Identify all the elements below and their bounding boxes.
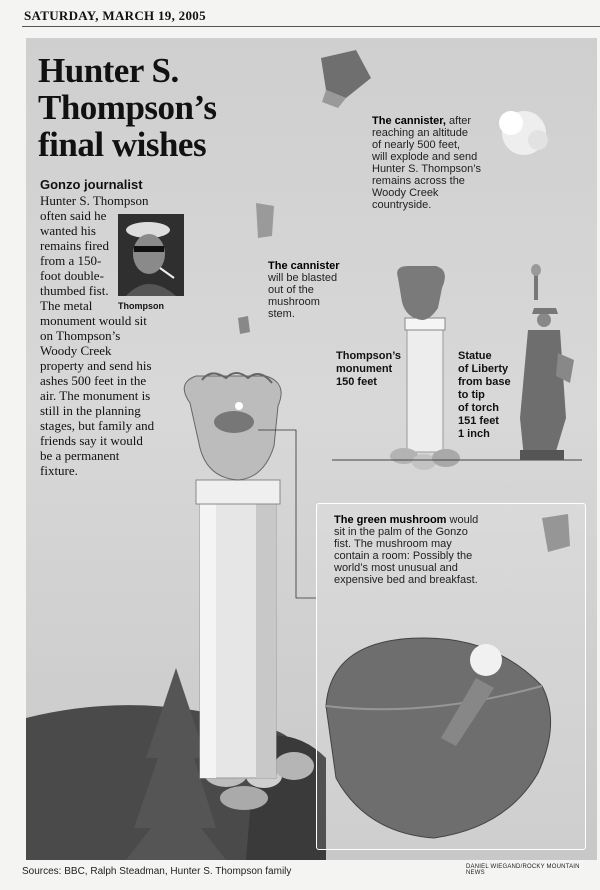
story-line: The metal	[40, 298, 93, 313]
note-lead: The cannister	[268, 260, 340, 272]
story-line: property and send his	[40, 358, 152, 373]
story-line: Woody Creek	[40, 343, 112, 358]
story-line: monument would sit	[40, 313, 147, 328]
note-line: will explode and send	[372, 151, 478, 163]
label-line: 151 feet	[458, 415, 499, 427]
note-lead: The cannister,	[372, 115, 446, 127]
label-line: 150 feet	[336, 376, 377, 388]
story-line: remains fired	[40, 238, 109, 253]
note-line: would	[446, 514, 479, 526]
note-line: will be blasted	[268, 272, 338, 284]
label-line: of Liberty	[458, 363, 509, 375]
label-line: to tip	[458, 389, 485, 401]
story-line: often said he	[40, 208, 107, 223]
label-line: of torch	[458, 402, 499, 414]
monument-column	[196, 480, 280, 778]
note-line: fist. The mushroom may	[334, 538, 452, 550]
note-line: reaching an altitude	[372, 127, 469, 139]
kicker: Gonzo journalist	[40, 177, 143, 192]
note-line: out of the	[268, 284, 314, 296]
label-line: Thompson’s	[336, 350, 401, 362]
story-line: ashes 500 feet in the	[40, 373, 147, 388]
note-line: Woody Creek	[372, 187, 439, 199]
story-line: on Thompson’s	[40, 328, 121, 343]
headline: Hunter S. Thompson’s final wishes	[38, 51, 217, 164]
note-line: contain a room: Possibly the	[334, 550, 473, 562]
portrait-illustration	[118, 214, 184, 296]
small-monument	[397, 266, 445, 452]
story-line: still in the planning	[40, 403, 141, 418]
story-line: stages, but family and	[40, 418, 155, 433]
dateline: SATURDAY, MARCH 19, 2005	[24, 8, 206, 23]
note-cannister-altitude	[372, 115, 497, 211]
label-statue-height	[458, 350, 511, 441]
note-green-mushroom	[334, 514, 514, 586]
story-line: fixture.	[40, 463, 78, 478]
story-line: Hunter S. Thompson	[40, 193, 149, 208]
label-line: from base	[458, 376, 511, 388]
story-line: friends say it would	[40, 433, 143, 448]
story-line: wanted his	[40, 223, 96, 238]
note-line: mushroom	[268, 296, 320, 308]
portrait-photo	[118, 214, 184, 296]
note-line: sit in the palm of the Gonzo	[334, 526, 468, 538]
note-lead: The green mushroom	[334, 514, 447, 526]
sources-line: Sources: BBC, Ralph Steadman, Hunter S. Thompson family	[22, 866, 292, 877]
story-line: be a permanent	[40, 448, 120, 463]
header-rule	[22, 26, 600, 27]
label-line: Statue	[458, 350, 492, 362]
note-line: stem.	[268, 308, 295, 320]
story-line: foot double-	[40, 268, 104, 283]
note-cannister-blast	[268, 260, 368, 320]
label-line: monument	[336, 363, 393, 375]
note-line: remains across the	[372, 175, 465, 187]
note-line: after	[445, 115, 472, 127]
graphic-credit: DANIEL WIEGAND/ROCKY MOUNTAIN NEWS	[466, 864, 580, 876]
cannister-icon	[321, 50, 371, 108]
note-line: world’s most unusual and	[334, 562, 458, 574]
note-line: of nearly 500 feet,	[372, 139, 461, 151]
statue-of-liberty-icon	[520, 264, 574, 460]
story-line: from a 150-	[40, 253, 102, 268]
label-line: 1 inch	[458, 428, 490, 440]
photo-caption: Thompson	[118, 301, 164, 311]
note-line: countryside.	[372, 199, 432, 211]
label-monument-height	[336, 350, 401, 389]
explosion-icon	[499, 111, 548, 155]
note-line: Hunter S. Thompson’s	[372, 163, 482, 175]
story-line: thumbed fist.	[40, 283, 109, 298]
note-line: expensive bed and breakfast.	[334, 574, 478, 586]
story-line: air. The monument is	[40, 388, 151, 403]
